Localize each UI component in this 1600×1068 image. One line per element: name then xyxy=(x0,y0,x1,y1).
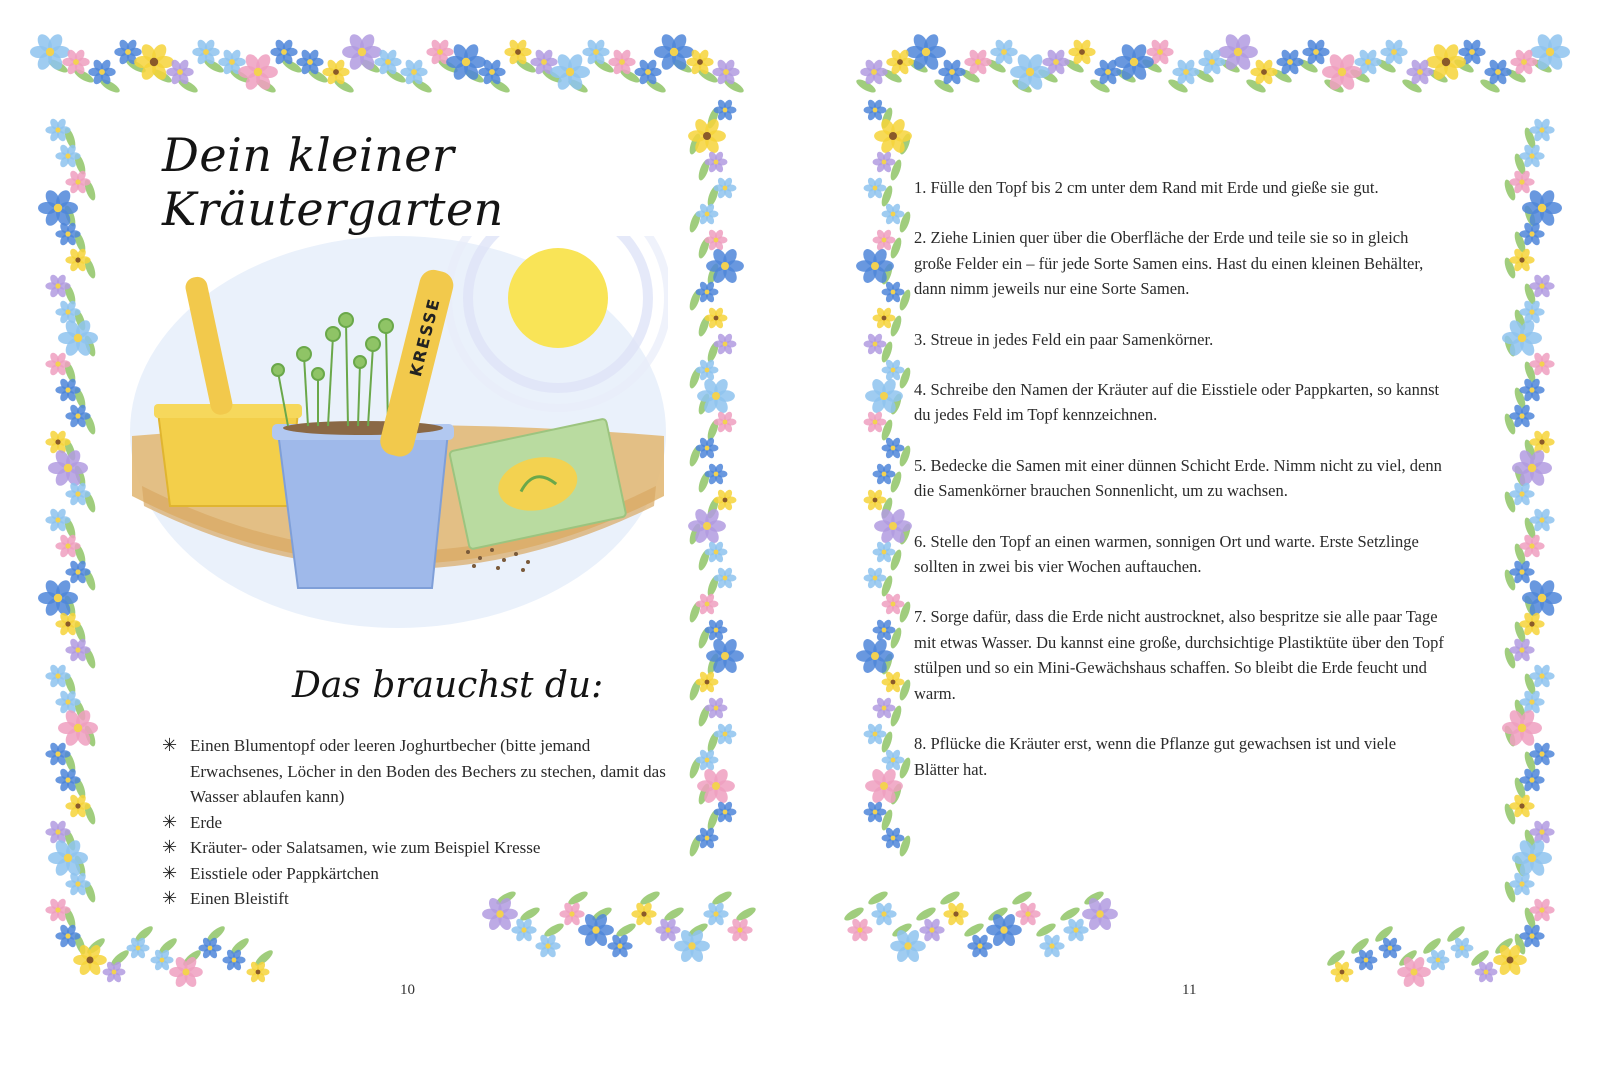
flower-icon xyxy=(1198,48,1225,76)
flower-icon xyxy=(1519,221,1544,247)
flower-icon xyxy=(1529,819,1554,845)
flower-icon xyxy=(48,838,88,879)
flower-icon xyxy=(696,826,719,849)
flower-icon xyxy=(873,540,896,563)
flower-icon xyxy=(705,618,728,641)
flower-icon xyxy=(65,403,90,429)
flower-icon xyxy=(874,507,912,546)
flower-icon xyxy=(967,933,992,959)
flower-icon xyxy=(30,32,70,73)
flower-icon xyxy=(1529,429,1554,455)
flower-icon xyxy=(1509,871,1534,897)
flower-icon xyxy=(873,696,896,719)
flower-icon xyxy=(65,559,90,585)
flower-icon xyxy=(169,955,203,989)
flower-icon xyxy=(38,578,78,619)
flower-icon xyxy=(1529,897,1554,923)
flower-icon xyxy=(1530,32,1570,73)
flower-icon xyxy=(55,923,80,949)
flower-icon xyxy=(964,48,991,76)
list-item: ✳ Einen Blumentopf oder leeren Joghurtbecher (bitte jemand Erwachsenes, Löcher in den Boden des Bechers zu stechen, damit das Wasser ablaufen kann) xyxy=(162,735,666,806)
flower-icon xyxy=(1509,481,1534,507)
list-item: ✳ Erde xyxy=(160,810,680,836)
flower-icon xyxy=(45,507,70,533)
instructions-list xyxy=(914,175,1444,807)
flower-icon xyxy=(608,48,635,76)
flower-icon xyxy=(322,58,349,86)
flower-icon xyxy=(874,117,912,156)
flower-icon xyxy=(1042,48,1069,76)
flower-icon xyxy=(727,917,752,943)
flower-icon xyxy=(696,748,719,771)
flower-icon xyxy=(714,566,737,589)
flower-icon xyxy=(607,933,632,959)
flower-icon xyxy=(634,58,661,86)
flower-icon xyxy=(847,917,872,943)
flower-icon xyxy=(1509,403,1534,429)
supplies-list xyxy=(160,733,680,912)
flower-icon xyxy=(1015,901,1040,927)
instruction-step: 4. Schreibe den Namen der Kräuter auf die Eisstiele oder Pappkarten, so kannst du jedes Feld im Topf kennzeichnen. xyxy=(914,380,1440,425)
flower-icon xyxy=(222,948,245,971)
flower-icon xyxy=(865,377,903,416)
flower-icon xyxy=(882,826,905,849)
flower-icon xyxy=(246,960,269,983)
flower-icon xyxy=(696,358,719,381)
flower-icon xyxy=(1380,38,1407,66)
flower-icon xyxy=(864,800,887,823)
flower-icon xyxy=(686,48,713,76)
flower-icon xyxy=(1519,533,1544,559)
flower-icon xyxy=(714,98,737,121)
flower-icon xyxy=(873,306,896,329)
page-number: 11 xyxy=(1182,982,1197,998)
flower-icon xyxy=(1451,936,1474,959)
flower-icon xyxy=(882,280,905,303)
flower-icon xyxy=(530,48,557,76)
list-item: ✳ Kräuter- oder Salatsamen, wie zum Beispiel Kresse xyxy=(160,835,680,861)
flower-icon xyxy=(1529,351,1554,377)
flower-icon xyxy=(166,58,193,86)
flower-icon xyxy=(1379,936,1402,959)
flower-icon xyxy=(65,247,90,273)
flower-icon xyxy=(65,637,90,663)
flower-icon xyxy=(986,912,1022,948)
flower-icon xyxy=(919,917,944,943)
flower-icon xyxy=(712,58,739,86)
flower-icon xyxy=(1519,377,1544,403)
flower-icon xyxy=(1172,58,1199,86)
flower-icon xyxy=(696,670,719,693)
flower-icon xyxy=(871,901,896,927)
flower-icon xyxy=(714,410,737,433)
flower-icon xyxy=(1529,117,1554,143)
flower-icon xyxy=(1250,58,1277,86)
flower-icon xyxy=(578,912,614,948)
flower-icon xyxy=(1331,960,1354,983)
flower-icon xyxy=(1427,948,1450,971)
flower-icon xyxy=(55,299,80,325)
flower-icon xyxy=(1519,923,1544,949)
flower-icon xyxy=(696,436,719,459)
flower-icon xyxy=(55,221,80,247)
flower-icon xyxy=(1519,143,1544,169)
flower-icon xyxy=(882,748,905,771)
flower-icon xyxy=(1512,448,1552,489)
flower-icon xyxy=(886,48,913,76)
flower-icon xyxy=(45,819,70,845)
flower-icon xyxy=(1397,955,1431,989)
flower-icon xyxy=(1529,663,1554,689)
flower-icon xyxy=(882,592,905,615)
flower-icon xyxy=(856,637,894,676)
flower-icon xyxy=(55,689,80,715)
flower-icon xyxy=(45,117,70,143)
flower-icon xyxy=(1039,933,1064,959)
flower-icon xyxy=(714,488,737,511)
flower-icon xyxy=(45,429,70,455)
flower-icon xyxy=(1502,708,1542,749)
flower-icon xyxy=(446,42,486,83)
flower-icon xyxy=(1094,58,1121,86)
flower-icon xyxy=(296,48,323,76)
instruction-step: 1. Fülle den Topf bis 2 cm unter dem Rand mit Erde und gieße sie gut. xyxy=(914,178,1379,197)
flower-icon xyxy=(865,767,903,806)
flower-icon xyxy=(400,58,427,86)
flower-icon xyxy=(198,936,221,959)
flower-icon xyxy=(1146,38,1173,66)
flower-icon xyxy=(1302,38,1329,66)
flower-icon xyxy=(882,358,905,381)
flower-icon xyxy=(1519,767,1544,793)
flower-icon xyxy=(192,38,219,66)
flower-icon xyxy=(114,38,141,66)
page-number: 10 xyxy=(400,982,415,998)
flower-icon xyxy=(55,377,80,403)
bullet-star-icon: ✳ xyxy=(162,735,178,756)
flower-icon xyxy=(45,273,70,299)
flower-icon xyxy=(705,540,728,563)
flower-icon xyxy=(134,42,174,83)
flower-icon xyxy=(1529,273,1554,299)
flower-icon xyxy=(864,176,887,199)
flower-icon xyxy=(1519,689,1544,715)
flower-icon xyxy=(674,928,710,964)
flower-icon xyxy=(1354,48,1381,76)
flower-icon xyxy=(864,332,887,355)
flower-icon xyxy=(103,960,126,983)
section-heading: Das brauchst du: xyxy=(292,665,604,706)
flower-icon xyxy=(62,48,89,76)
flower-icon xyxy=(873,462,896,485)
sun-icon xyxy=(508,248,608,348)
flower-icon xyxy=(1509,169,1534,195)
flower-icon xyxy=(1529,741,1554,767)
flower-icon xyxy=(1502,318,1542,359)
flower-icon xyxy=(270,38,297,66)
flower-icon xyxy=(238,52,278,93)
flower-icon xyxy=(1493,943,1527,977)
flower-icon xyxy=(55,143,80,169)
flower-icon xyxy=(1355,948,1378,971)
flower-icon xyxy=(1458,38,1485,66)
right-page xyxy=(800,0,1600,1068)
flower-icon xyxy=(697,377,735,416)
flower-icon xyxy=(873,150,896,173)
flower-icon xyxy=(706,637,744,676)
flower-icon xyxy=(55,767,80,793)
flower-icon xyxy=(65,871,90,897)
flower-icon xyxy=(714,722,737,745)
flower-icon xyxy=(873,618,896,641)
flower-icon xyxy=(582,38,609,66)
list-item: ✳ Eisstiele oder Pappkärtchen xyxy=(160,861,680,887)
page-title: Dein kleiner Kräutergarten xyxy=(162,128,504,236)
flower-icon xyxy=(426,38,453,66)
instruction-step: 5. Bedecke die Samen mit einer dünnen Schicht Erde. Nimm nicht zu viel, denn die Samenkörner brauchen Sonnenlicht, um zu wachsen. xyxy=(914,455,1442,501)
flower-icon xyxy=(45,897,70,923)
bullet-star-icon: ✳ xyxy=(162,837,178,858)
herb-garden-illustration xyxy=(128,236,668,632)
flower-icon xyxy=(38,188,78,229)
instruction-step: 3. Streue in jedes Feld ein paar Samenkörner. xyxy=(914,329,1214,349)
flower-icon xyxy=(1218,32,1258,73)
flower-icon xyxy=(478,58,505,86)
flower-icon xyxy=(1063,917,1088,943)
flower-icon xyxy=(943,901,968,927)
flower-icon xyxy=(88,58,115,86)
flower-icon xyxy=(1510,48,1537,76)
flower-icon xyxy=(1509,247,1534,273)
flower-icon xyxy=(882,436,905,459)
flower-icon xyxy=(990,38,1017,66)
flower-icon xyxy=(65,793,90,819)
flower-icon xyxy=(45,663,70,689)
flower-icon xyxy=(1114,42,1154,83)
flower-icon xyxy=(1276,48,1303,76)
flower-icon xyxy=(1082,896,1118,932)
instruction-step: 2. Ziehe Linien quer über die Oberfläche der Erde und teile sie so in gleich große Felder ein – für jede Sorte Samen eins. Hast du einen kleinen Behälter, dann nimm jeweils nur eine Sorte Samen. xyxy=(914,228,1424,299)
flower-icon xyxy=(342,32,382,73)
flower-icon xyxy=(1529,507,1554,533)
flower-icon xyxy=(1406,58,1433,86)
flower-icon xyxy=(696,592,719,615)
flower-icon xyxy=(714,800,737,823)
flower-icon xyxy=(1509,637,1534,663)
flower-icon xyxy=(705,306,728,329)
flower-icon xyxy=(906,32,946,73)
list-item: ✳ Einen Bleistift xyxy=(160,886,680,912)
flower-icon xyxy=(126,936,149,959)
flower-icon xyxy=(1519,611,1544,637)
kresse-label: KRESSE xyxy=(405,295,444,379)
flower-icon xyxy=(705,696,728,719)
flower-icon xyxy=(1522,578,1562,619)
flower-icon xyxy=(1519,299,1544,325)
flower-icon xyxy=(697,767,735,806)
flower-icon xyxy=(150,948,173,971)
bullet-star-icon: ✳ xyxy=(162,862,178,884)
flower-icon xyxy=(1509,793,1534,819)
flower-icon xyxy=(218,48,245,76)
flower-icon xyxy=(864,488,887,511)
flower-icon xyxy=(504,38,531,66)
flower-icon xyxy=(864,566,887,589)
flower-icon xyxy=(550,52,590,93)
flower-icon xyxy=(1475,960,1498,983)
flower-icon xyxy=(1322,52,1362,93)
flower-icon xyxy=(1068,38,1095,66)
flower-icon xyxy=(890,928,926,964)
flower-icon xyxy=(73,943,107,977)
flower-icon xyxy=(860,58,887,86)
flower-icon xyxy=(1522,188,1562,229)
flower-icon xyxy=(864,722,887,745)
flower-icon xyxy=(1509,559,1534,585)
flower-icon xyxy=(535,933,560,959)
flower-icon xyxy=(864,98,887,121)
flower-icon xyxy=(703,901,728,927)
flower-icon xyxy=(65,169,90,195)
flower-icon xyxy=(655,917,680,943)
flower-icon xyxy=(1484,58,1511,86)
flower-icon xyxy=(938,58,965,86)
flower-icon xyxy=(856,247,894,286)
flower-icon xyxy=(864,410,887,433)
flower-icon xyxy=(374,48,401,76)
flower-icon xyxy=(58,708,98,749)
instruction-step: 7. Sorge dafür, dass die Erde nicht austrocknet, also bespritze sie alle paar Tage mit etwas Wasser. Du kannst eine große, durchsichtige Plastiktüte über den Topf stülpen und so ein Mini-Gewächshaus schaffen. So bleibt die Erde feucht und warm. xyxy=(914,607,1444,703)
flower-icon xyxy=(705,462,728,485)
flower-icon xyxy=(873,228,896,251)
flower-icon xyxy=(882,670,905,693)
flower-icon xyxy=(714,332,737,355)
flower-icon xyxy=(45,741,70,767)
bullet-star-icon: ✳ xyxy=(162,811,178,833)
flower-icon xyxy=(58,318,98,359)
flower-icon xyxy=(1426,42,1466,83)
flower-icon xyxy=(706,247,744,286)
flower-icon xyxy=(654,32,694,73)
flower-icon xyxy=(1512,838,1552,879)
instruction-step: 6. Stelle den Topf an einen warmen, sonnigen Ort und warte. Erste Setzlinge sollten in zwei bis vier Wochen auftauchen. xyxy=(914,531,1419,577)
flower-icon xyxy=(882,202,905,225)
flower-icon xyxy=(55,611,80,637)
flower-icon xyxy=(65,481,90,507)
instruction-step: 8. Pflücke die Kräuter erst, wenn die Pflanze gut gewachsen ist und viele Blätter hat. xyxy=(914,734,1397,779)
flower-icon xyxy=(45,351,70,377)
flower-icon xyxy=(1010,52,1050,93)
flower-icon xyxy=(688,507,726,546)
flower-icon xyxy=(55,533,80,559)
flower-icon xyxy=(511,917,536,943)
flower-icon xyxy=(696,280,719,303)
bullet-star-icon: ✳ xyxy=(162,888,178,909)
flower-icon xyxy=(48,448,88,489)
